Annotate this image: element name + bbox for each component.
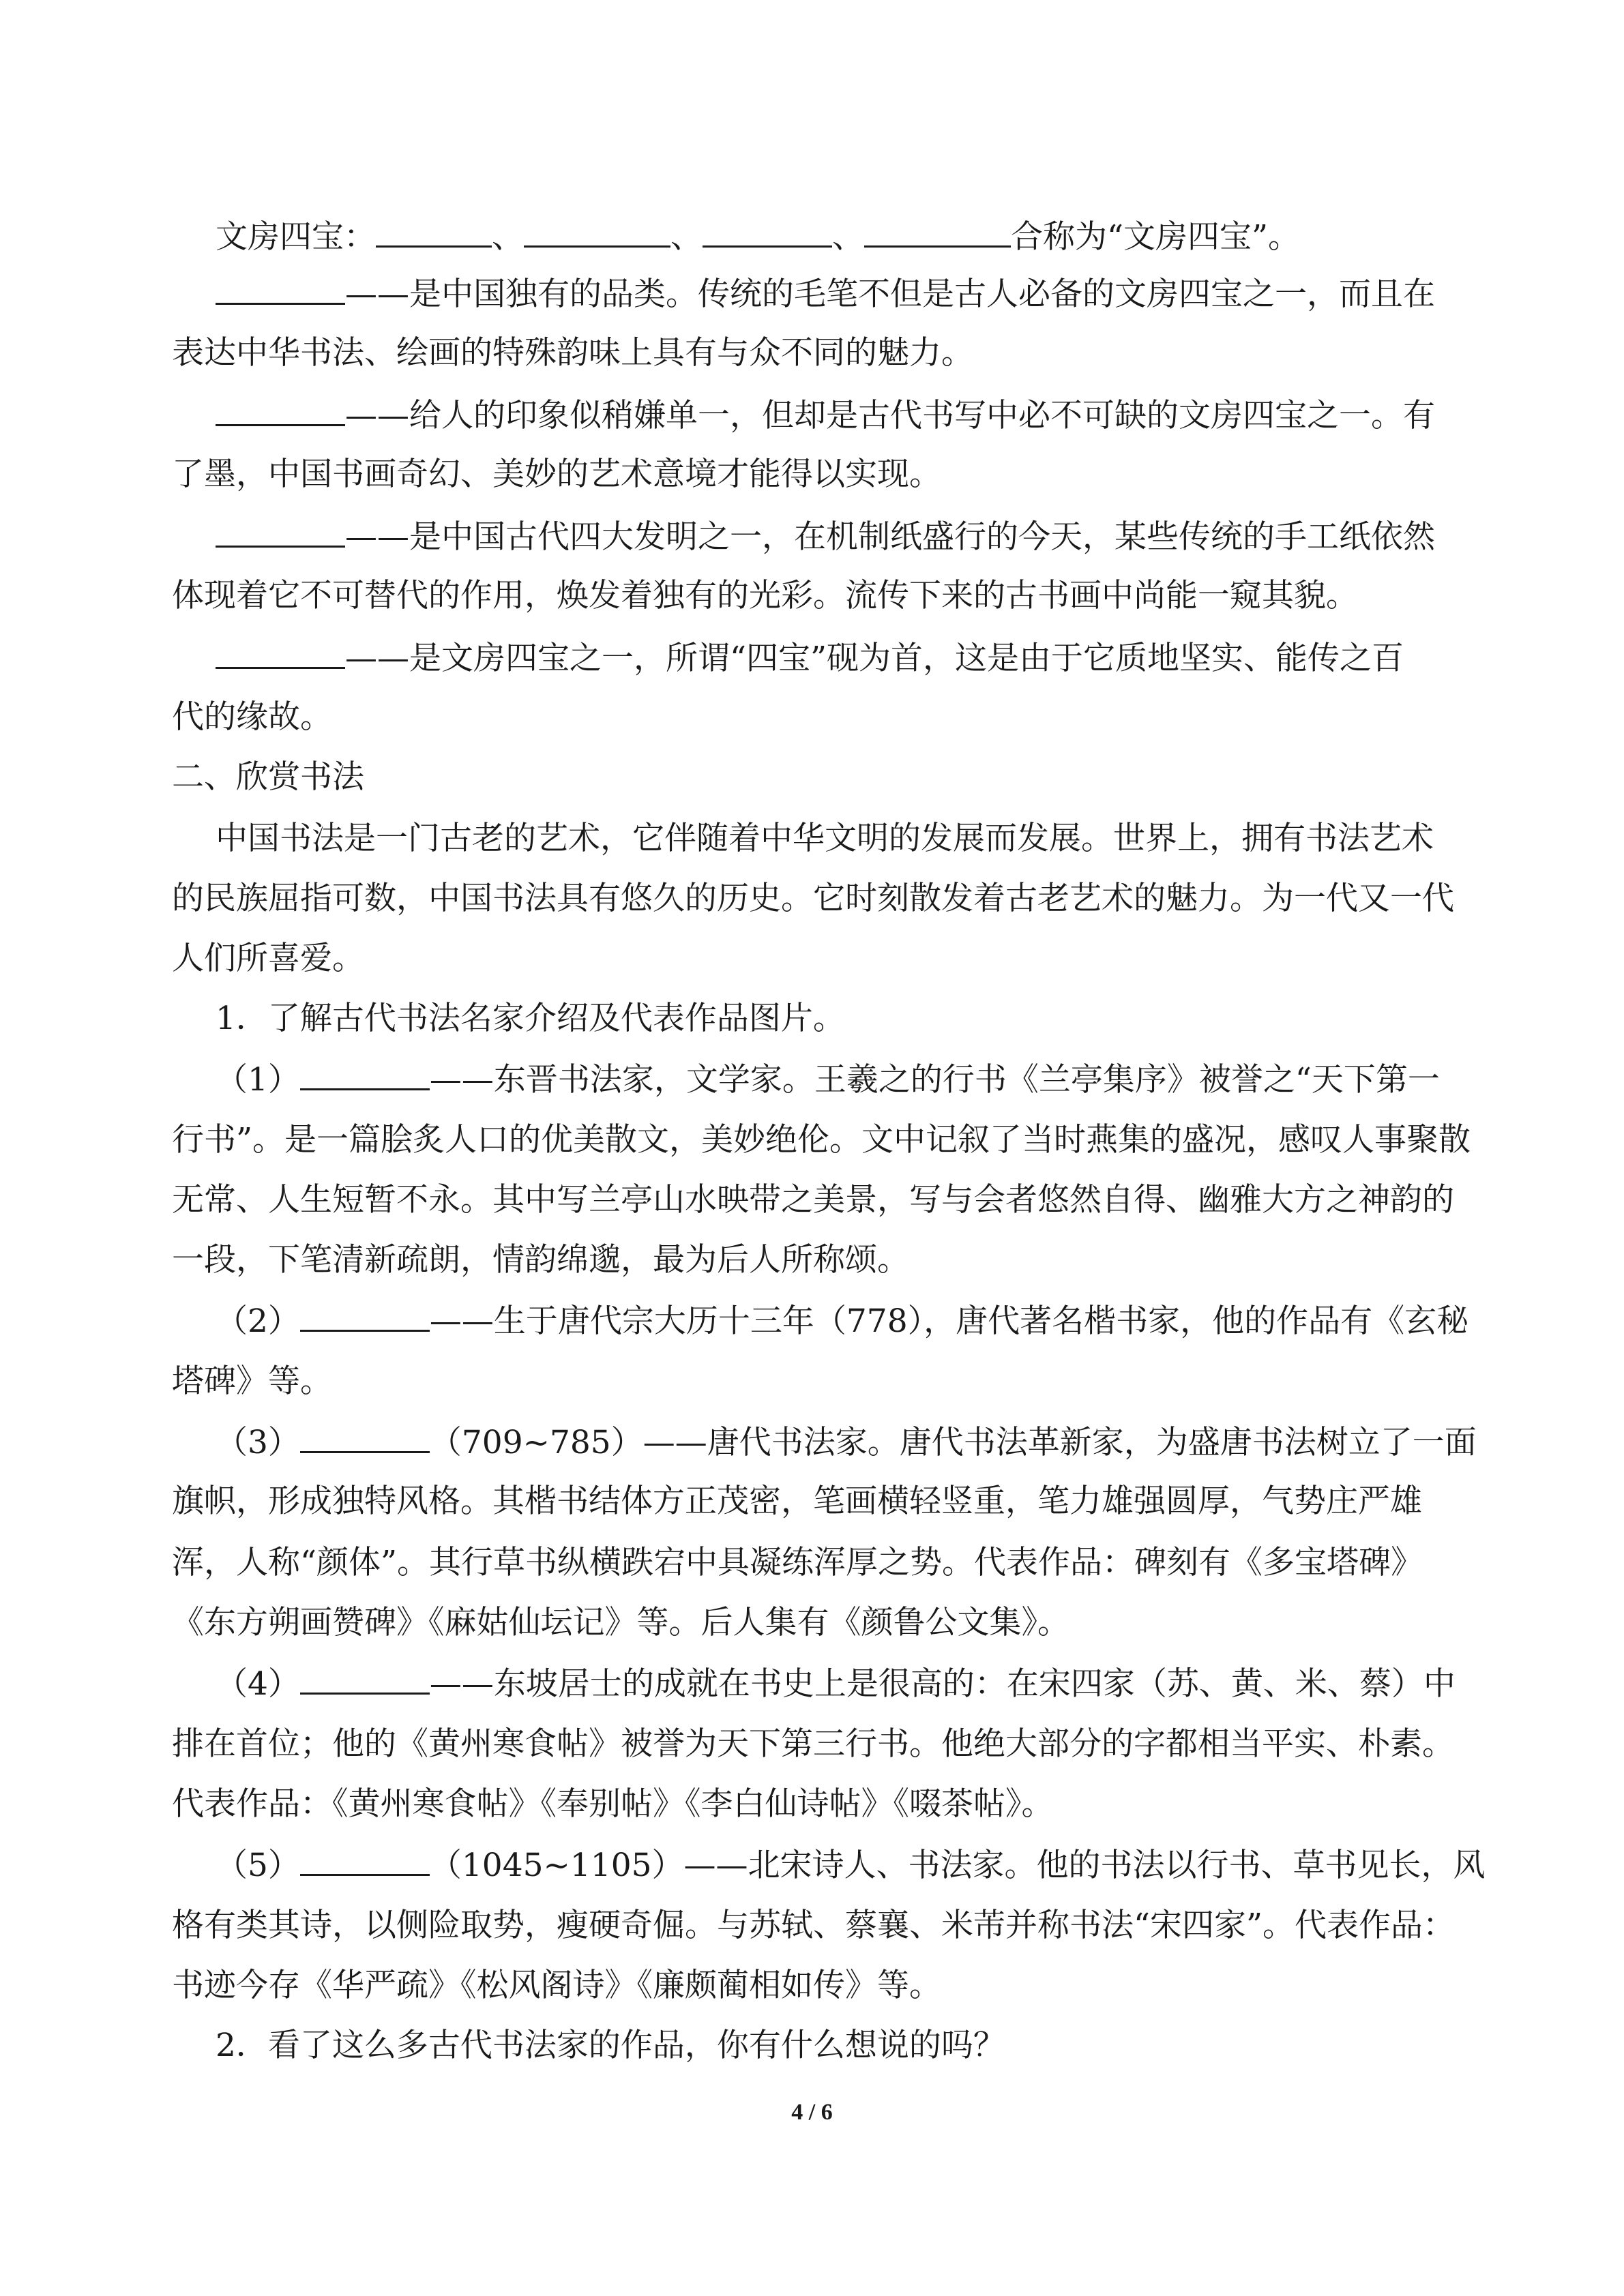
ink-paragraph-line-1 (216, 394, 1435, 436)
answer-blank (524, 215, 670, 248)
item-4-line-1 (216, 1663, 1456, 1705)
four-treasures-tail: 合称为“文房四宝”。 (1011, 218, 1301, 256)
answer-blank (216, 394, 345, 426)
answer-blank (864, 215, 1011, 248)
answer-blank (300, 1058, 430, 1090)
item-3-line-4: 《东方朔画赞碑》《麻姑仙坛记》等。后人集有《颜鲁公文集》。 (172, 1604, 1069, 1641)
item-2-line-2: 塔碑》等。 (172, 1362, 332, 1400)
item-5-line-3: 书迹今存《华严疏》《松风阁诗》《廉颇蔺相如传》等。 (172, 1967, 941, 2004)
answer-blank (300, 1421, 430, 1453)
item-2-line-1 (216, 1300, 1468, 1342)
item-number: （5） (216, 1847, 300, 1884)
item-text: （709~785）——唐代书法家。唐代书法革新家，为盛唐书法树立了一面 (429, 1424, 1477, 1461)
paper-paragraph-line-2: 体现着它不可替代的作用，焕发着独有的光彩。流传下来的古书画中尚能一窥其貌。 (172, 577, 1358, 614)
intro-line-2: 的民族屈指可数，中国书法具有悠久的历史。它时刻散发着古老艺术的魅力。为一代又一代 (172, 880, 1454, 917)
item-number: （2） (216, 1302, 300, 1340)
item-4-line-3: 代表作品：《黄州寒食帖》《奉别帖》《李白仙诗帖》《啜茶帖》。 (172, 1785, 1054, 1823)
brush-paragraph-line-1 (216, 273, 1435, 315)
item-1-line-4: 一段，下笔清新疏朗，情韵绵邈，最为后人所称颂。 (172, 1241, 909, 1279)
section-heading: 二、欣赏书法 (172, 758, 364, 796)
item-number: （1） (216, 1061, 300, 1099)
item-text: ——生于唐代宗大历十三年（778），唐代著名楷书家，他的作品有《玄秘 (429, 1302, 1469, 1340)
item-4-line-2: 排在首位；他的《黄州寒食帖》被誉为天下第三行书。他绝大部分的字都相当平实、朴素。 (172, 1725, 1454, 1763)
four-treasures-line (216, 215, 1300, 258)
answer-blank (300, 1663, 430, 1695)
intro-line-3: 人们所喜爱。 (172, 940, 364, 977)
four-treasures-label: 文房四宝： (216, 218, 376, 256)
separator: 、 (670, 218, 703, 256)
brush-paragraph-line-2: 表达中华书法、绘画的特殊韵味上具有与众不同的魅力。 (172, 334, 973, 372)
ink-text: ——给人的印象似稍嫌单一，但却是古代书写中必不可缺的文房四宝之一。有 (345, 397, 1435, 434)
item-text: （1045~1105）——北宋诗人、书法家。他的书法以行书、草书见长，风 (429, 1847, 1486, 1884)
inkstone-paragraph-line-2: 代的缘故。 (172, 698, 332, 736)
separator: 、 (832, 218, 864, 256)
answer-blank (216, 516, 345, 548)
answer-blank (216, 637, 345, 669)
item-1-line-1 (216, 1058, 1440, 1101)
item-number: （4） (216, 1665, 300, 1703)
item-text: ——东坡居士的成就在书史上是很高的：在宋四家（苏、黄、米、蔡）中 (429, 1665, 1456, 1703)
paper-paragraph-line-1 (216, 516, 1435, 558)
item-5-line-2: 格有类其诗，以侧险取势，瘦硬奇倔。与苏轼、蔡襄、米芾并称书法“宋四家”。代表作品： (172, 1907, 1456, 1944)
question-2: 2．看了这么多古代书法家的作品，你有什么想说的吗？ (216, 2027, 1005, 2064)
answer-blank (703, 215, 832, 248)
answer-blank (300, 1300, 430, 1332)
inkstone-text: ——是文房四宝之一，所谓“四宝”砚为首，这是由于它质地坚实、能传之百 (345, 640, 1404, 677)
question-1: 1．了解古代书法名家介绍及代表作品图片。 (216, 1000, 845, 1037)
inkstone-paragraph-line-1 (216, 637, 1404, 679)
ink-paragraph-line-2: 了墨，中国书画奇幻、美妙的艺术意境才能得以实现。 (172, 456, 941, 493)
intro-line-1: 中国书法是一门古老的艺术，它伴随着中华文明的发展而发展。世界上，拥有书法艺术 (216, 820, 1434, 857)
paper-text: ——是中国古代四大发明之一，在机制纸盛行的今天，某些传统的手工纸依然 (345, 518, 1435, 556)
answer-blank (376, 215, 492, 248)
item-3-line-3: 浑，人称“颜体”。其行草书纵横跌宕中具凝练浑厚之势。代表作品：碑刻有《多宝塔碑》 (172, 1544, 1423, 1581)
item-1-line-2: 行书”。是一篇脍炙人口的优美散文，美妙绝伦。文中记叙了当时燕集的盛况，感叹人事聚散 (172, 1121, 1471, 1159)
answer-blank (300, 1844, 430, 1876)
item-number: （3） (216, 1424, 300, 1461)
item-text: ——东晋书法家，文学家。王羲之的行书《兰亭集序》被誉之“天下第一 (429, 1061, 1440, 1099)
item-3-line-1 (216, 1421, 1477, 1463)
brush-text: ——是中国独有的品类。传统的毛笔不但是古人必备的文房四宝之一，而且在 (345, 275, 1435, 313)
page-indicator: 4 / 6 (791, 2100, 833, 2125)
item-3-line-2: 旗帜，形成独特风格。其楷书结体方正茂密，笔画横轻竖重，笔力雄强圆厚，气势庄严雄 (172, 1482, 1422, 1520)
item-5-line-1 (216, 1844, 1486, 1886)
item-1-line-3: 无常、人生短暂不永。其中写兰亭山水映带之美景，写与会者悠然自得、幽雅大方之神韵的 (172, 1181, 1454, 1219)
answer-blank (216, 273, 345, 305)
separator: 、 (492, 218, 524, 256)
